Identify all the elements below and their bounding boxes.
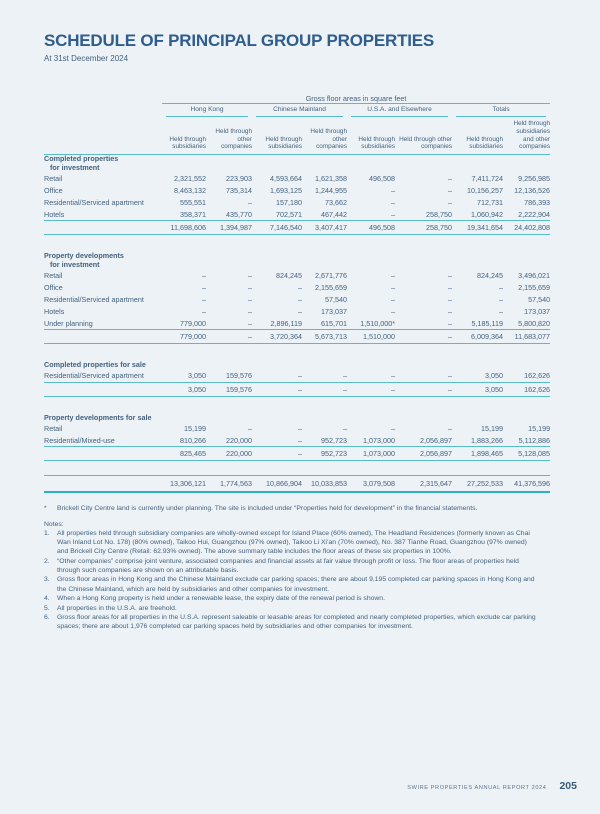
cell-value: – xyxy=(298,435,302,445)
cell-value: 57,540 xyxy=(325,294,347,304)
spanner-row xyxy=(44,94,550,104)
notes-list xyxy=(44,529,540,632)
spacer-row xyxy=(44,461,550,476)
total-label xyxy=(44,447,162,461)
cell-value: 1,693,125 xyxy=(270,185,302,195)
total-value: 258,750 xyxy=(395,221,452,235)
cell-value: – xyxy=(499,294,503,304)
total-value: 6,009,364 xyxy=(452,330,503,344)
cell-value: – xyxy=(202,282,206,292)
grand-total-value: 2,315,647 xyxy=(395,476,452,493)
note-text: Gross floor areas in Hong Kong and the Chinese Mainland exclude car parking spaces; there are about 9,195 completed car parking spaces in Hong Kong and the Chinese Mainland, which are held by subsidiaries and other companies for investment. xyxy=(57,576,535,593)
section-heading-line: Completed properties xyxy=(44,154,119,164)
section-heading-line: Completed properties for sale xyxy=(44,360,146,370)
cell-value: – xyxy=(248,294,252,304)
note-item xyxy=(44,594,540,603)
cell-value: 467,442 xyxy=(321,209,347,219)
cell-value: – xyxy=(391,306,395,316)
cell-value: – xyxy=(298,282,302,292)
row-label: Retail xyxy=(44,270,63,280)
group-header-label: Hong Kong xyxy=(166,104,248,117)
cell-value: – xyxy=(391,197,395,207)
total-value: 825,465 xyxy=(162,447,206,461)
total-value: 162,626 xyxy=(503,382,550,396)
grand-total-value: 27,252,533 xyxy=(452,476,503,493)
total-value: – xyxy=(206,330,252,344)
section-heading-row xyxy=(44,155,550,172)
note-number: 4. xyxy=(44,595,50,603)
cell-value: 1,073,000 xyxy=(363,435,395,445)
section-heading-line: for investment xyxy=(50,259,100,269)
table-spanner: Gross floor areas in square feet xyxy=(305,94,407,103)
total-value: 1,073,000 xyxy=(347,447,395,461)
group-header-chinese-mainland xyxy=(252,104,347,118)
cell-value: – xyxy=(448,197,452,207)
cell-value: – xyxy=(298,294,302,304)
cell-value: 1,883,266 xyxy=(471,435,503,445)
cell-value: 15,199 xyxy=(184,423,206,433)
cell-value: – xyxy=(248,318,252,328)
cell-value: – xyxy=(343,371,347,381)
spacer xyxy=(44,396,550,414)
cell-value: 1,510,000* xyxy=(360,318,395,328)
cell-value: 2,155,659 xyxy=(315,282,347,292)
cell-value: 2,671,776 xyxy=(315,270,347,280)
cell-value: – xyxy=(298,423,302,433)
section-heading xyxy=(44,361,550,369)
section-heading-row xyxy=(44,361,550,369)
total-label xyxy=(44,221,162,235)
table-row xyxy=(44,305,550,317)
notes-section xyxy=(44,521,540,632)
cell-value: 952,723 xyxy=(321,435,347,445)
total-label xyxy=(44,330,162,344)
group-header-hong-kong xyxy=(162,104,252,118)
cell-value: 173,037 xyxy=(321,306,347,316)
column-header: Held through subsidiaries xyxy=(252,117,302,155)
cell-value: – xyxy=(391,270,395,280)
note-text: Gross floor areas for all properties in the U.S.A. represent saleable or leasable areas for completed and nearly completed properties, which exclude car parking spaces; there are about 1,976 completed car parking spaces held by subsidiaries and other companies for investment. xyxy=(57,613,536,631)
cell-value: 4,593,664 xyxy=(270,173,302,183)
total-value: – xyxy=(395,330,452,344)
cell-value: 157,180 xyxy=(276,197,302,207)
footnote-marker: * xyxy=(44,505,47,513)
note-item xyxy=(44,575,540,594)
cell-value: 73,662 xyxy=(325,197,347,207)
cell-value: – xyxy=(391,185,395,195)
note-text: When a Hong Kong property is held under a renewable lease, the expiry date of the renewal period is shown. xyxy=(57,595,385,603)
grand-total-value: 10,033,853 xyxy=(302,476,347,493)
cell-value: – xyxy=(448,173,452,183)
cell-value: – xyxy=(448,270,452,280)
table-row xyxy=(44,422,550,434)
footnote-text: Brickell City Centre land is currently under planning. The site is included under “Properties held for development” in the financial statements. xyxy=(57,505,478,513)
total-value: 1,394,987 xyxy=(206,221,252,235)
total-value: 11,698,606 xyxy=(162,221,206,235)
spacer-row xyxy=(44,396,550,414)
cell-value: – xyxy=(448,371,452,381)
cell-value: 9,256,985 xyxy=(518,173,551,183)
total-label xyxy=(44,382,162,396)
column-header: Held through subsidiaries xyxy=(162,117,206,155)
row-label: Residential/Mixed-use xyxy=(44,435,115,445)
section-heading-line: Property developments xyxy=(44,251,124,261)
grand-total-value: 3,079,508 xyxy=(347,476,395,493)
total-value: 220,000 xyxy=(206,447,252,461)
spacer-row xyxy=(44,344,550,362)
page-number: 205 xyxy=(559,780,577,792)
cell-value: 779,000 xyxy=(180,318,206,328)
cell-value: – xyxy=(448,318,452,328)
row-label: Hotels xyxy=(44,306,65,316)
table-row xyxy=(44,434,550,447)
total-value: 952,723 xyxy=(302,447,347,461)
footnote xyxy=(44,504,553,513)
cell-value: 5,800,820 xyxy=(518,318,551,328)
page-subtitle: At 31st December 2024 xyxy=(44,54,129,63)
column-header: Held through subsidiaries and other companies xyxy=(503,117,550,155)
note-text: All properties in the U.S.A. are freehold. xyxy=(57,604,177,612)
total-value: 496,508 xyxy=(347,221,395,235)
total-value: 3,050 xyxy=(162,382,206,396)
cell-value: 555,551 xyxy=(180,197,206,207)
cell-value: 1,060,942 xyxy=(471,209,503,219)
cell-value: – xyxy=(499,282,503,292)
note-number: 1. xyxy=(44,529,50,537)
cell-value: – xyxy=(391,294,395,304)
total-value: – xyxy=(395,382,452,396)
cell-value: 220,000 xyxy=(226,435,252,445)
grand-total-row xyxy=(44,476,550,493)
label-column-header xyxy=(44,94,162,104)
cell-value: 1,621,358 xyxy=(315,173,347,183)
report-name: SWIRE PROPERTIES ANNUAL REPORT 2024 xyxy=(407,785,547,791)
cell-value: – xyxy=(248,197,252,207)
note-text: “Other companies” comprise joint venture, associated companies and financial assets at fair value through profit or loss. The floor areas of properties held through such companies are shown on an attributable basis. xyxy=(57,557,519,575)
cell-value: – xyxy=(298,306,302,316)
section-heading xyxy=(44,252,550,269)
total-value: – xyxy=(252,447,302,461)
group-header-label: Totals xyxy=(456,104,546,117)
row-label: Residential/Serviced apartment xyxy=(44,371,144,381)
column-header: Held through other companies xyxy=(302,117,347,155)
section-heading-row xyxy=(44,414,550,422)
total-value: 1,898,465 xyxy=(452,447,503,461)
cell-value: 159,576 xyxy=(226,371,252,381)
cell-value: 786,393 xyxy=(524,197,551,207)
cell-value: 2,056,897 xyxy=(420,435,452,445)
total-value: 3,407,417 xyxy=(302,221,347,235)
label-column-header xyxy=(44,117,162,155)
cell-value: 1,244,955 xyxy=(315,185,347,195)
total-value: 3,720,364 xyxy=(252,330,302,344)
grand-total-value: 41,376,596 xyxy=(503,476,550,493)
note-item xyxy=(44,613,540,632)
cell-value: 3,050 xyxy=(485,371,503,381)
cell-value: 15,199 xyxy=(528,423,551,433)
section-total-row xyxy=(44,330,550,344)
cell-value: – xyxy=(448,294,452,304)
total-value: – xyxy=(302,382,347,396)
cell-value: – xyxy=(448,306,452,316)
total-value: – xyxy=(347,382,395,396)
group-header-row xyxy=(44,104,550,118)
table-row xyxy=(44,184,550,196)
cell-value: 3,496,021 xyxy=(518,270,551,280)
cell-value: 615,701 xyxy=(321,318,347,328)
note-item xyxy=(44,557,540,576)
row-label: Office xyxy=(44,282,63,292)
total-value: 19,341,654 xyxy=(452,221,503,235)
cell-value: 173,037 xyxy=(524,306,551,316)
row-label: Under planning xyxy=(44,318,93,328)
cell-value: 3,050 xyxy=(188,371,206,381)
cell-value: – xyxy=(391,371,395,381)
table-row xyxy=(44,317,550,330)
note-number: 5. xyxy=(44,604,50,612)
cell-value: 5,185,119 xyxy=(471,318,503,328)
cell-value: 5,112,886 xyxy=(518,435,551,445)
properties-table xyxy=(44,94,550,493)
table-row xyxy=(44,172,550,184)
label-column-header xyxy=(44,104,162,118)
cell-value: – xyxy=(391,209,395,219)
total-value: 5,128,085 xyxy=(503,447,550,461)
cell-value: – xyxy=(248,423,252,433)
cell-value: 358,371 xyxy=(180,209,206,219)
column-header: Held through other companies xyxy=(395,117,452,155)
section-heading-line: for investment xyxy=(50,162,100,172)
cell-value: 2,321,552 xyxy=(174,173,206,183)
section-heading xyxy=(44,414,550,422)
cell-value: – xyxy=(391,282,395,292)
spacer xyxy=(44,461,550,476)
cell-value: – xyxy=(448,185,452,195)
section-heading xyxy=(44,155,550,172)
total-value: 7,146,540 xyxy=(252,221,302,235)
group-header-label: U.S.A. and Elsewhere xyxy=(351,104,448,117)
note-number: 6. xyxy=(44,613,50,621)
total-value: 779,000 xyxy=(162,330,206,344)
note-item xyxy=(44,604,540,613)
cell-value: – xyxy=(248,282,252,292)
page-title: SCHEDULE OF PRINCIPAL GROUP PROPERTIES xyxy=(44,31,435,50)
section-total-row xyxy=(44,221,550,235)
column-header: Held through subsidiaries xyxy=(347,117,395,155)
page-footer xyxy=(407,780,577,792)
column-header: Held through other companies xyxy=(206,117,252,155)
grand-total-value: 10,866,904 xyxy=(252,476,302,493)
section-heading-row xyxy=(44,252,550,269)
cell-value: 2,222,904 xyxy=(518,209,551,219)
grand-total-value: 1,774,563 xyxy=(206,476,252,493)
table-row xyxy=(44,269,550,281)
cell-value: 824,245 xyxy=(477,270,503,280)
total-value: 1,510,000 xyxy=(347,330,395,344)
group-header-label: Chinese Mainland xyxy=(256,104,343,117)
notes-heading: Notes: xyxy=(44,520,64,528)
cell-value: – xyxy=(202,306,206,316)
cell-value: 162,626 xyxy=(524,371,551,381)
spacer xyxy=(44,235,550,253)
note-item xyxy=(44,529,540,557)
spacer-row xyxy=(44,235,550,253)
total-value: 159,576 xyxy=(206,382,252,396)
total-value: 2,056,897 xyxy=(395,447,452,461)
note-number: 2. xyxy=(44,557,50,565)
cell-value: 7,411,724 xyxy=(471,173,503,183)
cell-value: – xyxy=(298,371,302,381)
cell-value: – xyxy=(391,423,395,433)
cell-value: 702,571 xyxy=(276,209,302,219)
cell-value: 810,266 xyxy=(180,435,206,445)
row-label: Office xyxy=(44,185,63,195)
column-header: Held through subsidiaries xyxy=(452,117,503,155)
table-row xyxy=(44,281,550,293)
cell-value: 12,136,526 xyxy=(514,185,551,195)
spacer xyxy=(44,344,550,362)
cell-value: 2,155,659 xyxy=(518,282,551,292)
row-label: Retail xyxy=(44,423,63,433)
cell-value: 496,508 xyxy=(369,173,395,183)
total-value: 5,673,713 xyxy=(302,330,347,344)
row-label: Retail xyxy=(44,173,63,183)
cell-value: 10,156,257 xyxy=(467,185,503,195)
cell-value: – xyxy=(448,423,452,433)
row-label: Hotels xyxy=(44,209,65,219)
cell-value: 2,896,119 xyxy=(270,318,302,328)
cell-value: 223,903 xyxy=(226,173,252,183)
cell-value: 57,540 xyxy=(528,294,551,304)
total-value: 24,402,808 xyxy=(503,221,550,235)
table-row xyxy=(44,196,550,208)
section-total-row xyxy=(44,382,550,396)
cell-value: 735,314 xyxy=(226,185,252,195)
cell-value: – xyxy=(343,423,347,433)
column-header-row xyxy=(44,117,550,155)
note-text: All properties held through subsidiary companies are wholly-owned except for Island Place (60% owned), The Headland Residences (formerly known as Chai Wan Inland Lot No. 178) (80% owned), Taikoo Hui, Guangzhou (97% owned), Taikoo Li Xi’an (70% owned), No. 387 Tianhe Road, Guangzhou (97% owned) and Brickell City Centre (Retail: 62.93% owned). The above summary table includes the floor areas of these six properties in 100%. xyxy=(57,529,530,556)
cell-value: 258,750 xyxy=(426,209,452,219)
group-header-totals xyxy=(452,104,550,118)
table-row xyxy=(44,293,550,305)
note-number: 3. xyxy=(44,576,50,584)
cell-value: – xyxy=(202,270,206,280)
group-header-usa-elsewhere xyxy=(347,104,452,118)
total-value: – xyxy=(252,382,302,396)
grand-total-value: 13,306,121 xyxy=(162,476,206,493)
table-row xyxy=(44,208,550,221)
row-label: Residential/Serviced apartment xyxy=(44,197,144,207)
cell-value: 712,731 xyxy=(477,197,503,207)
cell-value: 8,463,132 xyxy=(174,185,206,195)
grand-total-label xyxy=(44,476,162,493)
row-label: Residential/Serviced apartment xyxy=(44,294,144,304)
total-value: 11,683,077 xyxy=(503,330,550,344)
cell-value: 435,770 xyxy=(226,209,252,219)
cell-value: 824,245 xyxy=(276,270,302,280)
cell-value: – xyxy=(499,306,503,316)
cell-value: – xyxy=(248,306,252,316)
section-total-row xyxy=(44,447,550,461)
total-value: 3,050 xyxy=(452,382,503,396)
section-heading-line: Property developments for sale xyxy=(44,412,152,422)
cell-value: – xyxy=(202,294,206,304)
cell-value: 15,199 xyxy=(481,423,503,433)
cell-value: – xyxy=(448,282,452,292)
table-row xyxy=(44,370,550,383)
cell-value: – xyxy=(248,270,252,280)
